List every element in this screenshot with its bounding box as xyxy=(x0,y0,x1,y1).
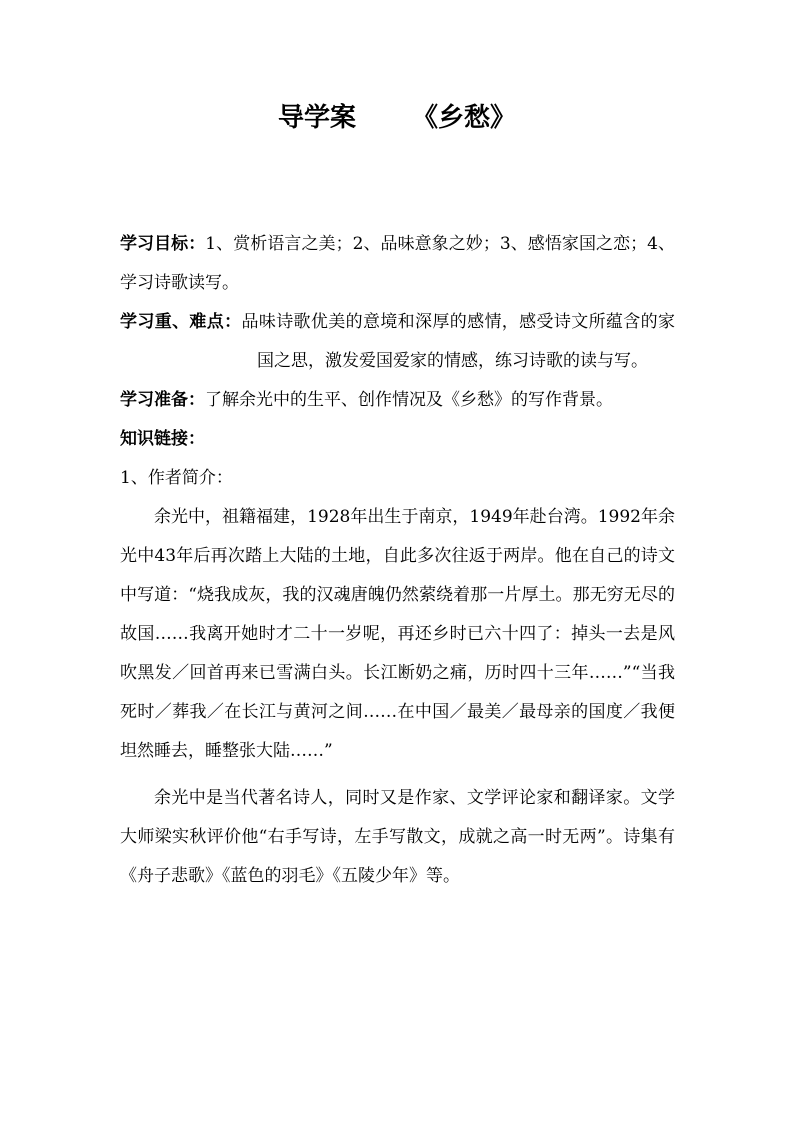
title-sub: 《乡愁》 xyxy=(412,103,517,133)
author-intro-heading: 1、作者简介： xyxy=(120,468,233,488)
preparation-text: 了解余光中的生平、创作情况及《乡愁》的写作背景。 xyxy=(205,390,613,410)
title-main: 导学案 xyxy=(277,103,356,133)
learning-objectives xyxy=(120,225,675,303)
document-body xyxy=(120,225,675,896)
key-points xyxy=(120,303,675,381)
preparation-label: 学习准备： xyxy=(120,390,205,410)
page-title xyxy=(0,100,794,136)
author-intro-paragraph-1: 余光中，祖籍福建，1928年出生于南京，1949年赴台湾。1992年余光中43年后再次踏上大陆的土地，自此多次往返于两岸。他在自己的诗文中写道：“烧我成灰，我的汉魂唐魄仍然萦绕着那一片厚土。那无穷无尽的故国……我离开她时才二十一岁呢，再还乡时已六十四了：掉头一去是风吹黑发／回首再来已雪满白头。长江断奶之痛，历时四十三年……”“当我死时／葬我／在长江与黄河之间……在中国／最美／最母亲的国度／我便坦然睡去，睡整张大陆……” xyxy=(120,507,675,761)
key-points-text: 品味诗歌优美的意境和深厚的感情，感受诗文所蕴含的家国之思，激发爱国爱家的情感，练习诗歌的读与写。 xyxy=(241,312,675,371)
objectives-label: 学习目标： xyxy=(120,234,206,254)
knowledge-label: 知识链接： xyxy=(120,429,205,449)
author-intro-paragraph-2: 余光中是当代著名诗人，同时又是作家、文学评论家和翻译家。文学大师梁实秋评价他“右手写诗，左手写散文，成就之高一时无两”。诗集有《舟子悲歌》《蓝色的羽毛》《五陵少年》等。 xyxy=(120,788,675,886)
objectives-text: 1、赏析语言之美；2、品味意象之妙；3、感悟家国之恋；4、学习诗歌读写。 xyxy=(120,234,676,293)
learning-preparation xyxy=(120,381,675,420)
knowledge-link xyxy=(120,420,675,459)
key-points-label: 学习重、难点： xyxy=(120,312,242,332)
